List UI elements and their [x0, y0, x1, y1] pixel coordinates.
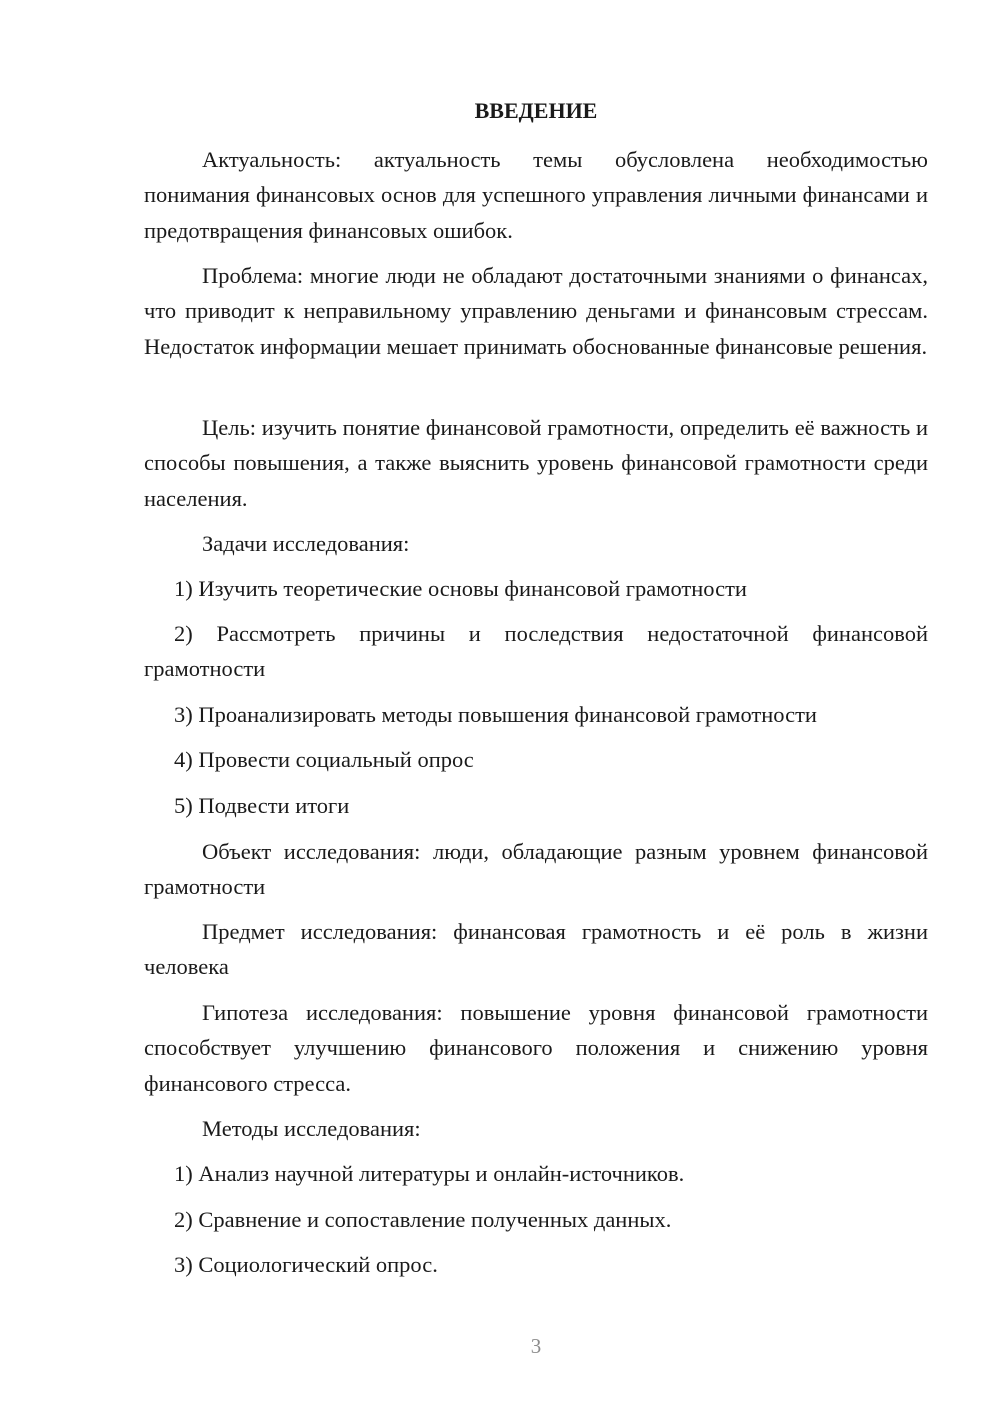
hypothesis-paragraph: Гипотеза исследования: повышение уровня финансовой грамотности способствует улучшению финансового положения и снижению уровня финансового стресса.: [144, 1000, 928, 1096]
task-item-2: 2) Рассмотреть причины и последствия недостаточной финансовой грамотности: [144, 621, 928, 682]
subject-paragraph: Предмет исследования: финансовая грамотность и её роль в жизни человека: [144, 919, 928, 980]
task-item-3: 3) Проанализировать методы повышения финансовой грамотности: [174, 702, 817, 727]
problem-paragraph: Проблема: многие люди не обладают достаточными знаниями о финансах, что приводит к неправильному управлению деньгами и финансовым стрессам. Недостаток информации мешает принимать обоснованные финансовые решения.: [144, 263, 928, 359]
method-item-1: 1) Анализ научной литературы и онлайн-источников.: [174, 1161, 685, 1186]
methods-heading: Методы исследования:: [202, 1116, 421, 1141]
object-paragraph: Объект исследования: люди, обладающие разным уровнем финансовой грамотности: [144, 839, 928, 900]
tasks-heading: Задачи исследования:: [202, 531, 410, 556]
goal-paragraph: Цель: изучить понятие финансовой грамотности, определить её важность и способы повышения, а также выяснить уровень финансовой грамотности среди населения.: [144, 415, 928, 511]
method-item-2: 2) Сравнение и сопоставление полученных данных.: [174, 1207, 672, 1232]
relevance-paragraph: Актуальность: актуальность темы обусловлена необходимостью понимания финансовых основ для успешного управления личными финансами и предотвращения финансовых ошибок.: [144, 147, 928, 243]
page-number: 3: [530, 1334, 542, 1358]
task-item-5: 5) Подвести итоги: [174, 793, 350, 818]
task-item-1: 1) Изучить теоретические основы финансовой грамотности: [174, 576, 747, 601]
method-item-3: 3) Социологический опрос.: [174, 1252, 438, 1277]
task-item-4: 4) Провести социальный опрос: [174, 747, 474, 772]
section-title: ВВЕДЕНИЕ: [474, 98, 598, 123]
